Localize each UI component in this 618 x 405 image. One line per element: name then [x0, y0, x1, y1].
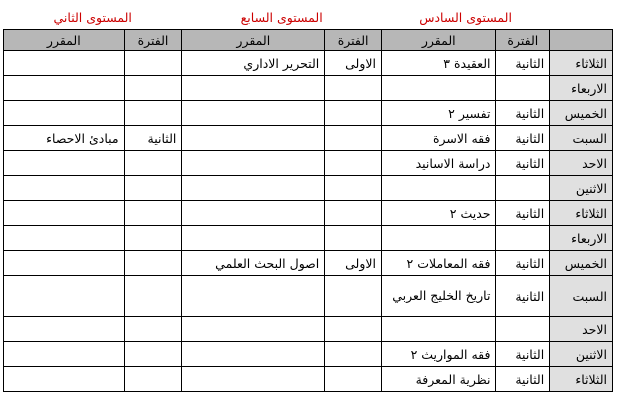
l7-period-cell [325, 101, 382, 126]
l6-period-cell: الثانية [496, 367, 550, 392]
l6-period-cell: الثانية [496, 276, 550, 317]
l2-period-cell [124, 276, 182, 317]
l6-course-cell [381, 76, 496, 101]
table-row [4, 317, 613, 342]
l6-period-cell: الثانية [496, 51, 550, 76]
level-sixth-title: المستوى السادس [381, 6, 549, 30]
l6-course-cell: فقه الاسرة [381, 126, 496, 151]
day-cell: الاحد [550, 151, 613, 176]
l7-course-cell: التحرير الاداري [182, 51, 325, 76]
table-row [4, 51, 613, 76]
day-cell: الخميس [550, 101, 613, 126]
l2-course-cell [4, 76, 125, 101]
l7-course-cell [182, 101, 325, 126]
l6-course-cell: حديث ٢ [381, 201, 496, 226]
l6-course-cell [381, 176, 496, 201]
l7-period-header: الفترة [325, 30, 382, 51]
l7-period-cell [325, 76, 382, 101]
l6-period-cell [496, 226, 550, 251]
table-row [4, 151, 613, 176]
l6-period-cell: الثانية [496, 342, 550, 367]
l7-course-cell [182, 276, 325, 317]
l6-period-cell [496, 317, 550, 342]
l7-period-cell [325, 151, 382, 176]
table-row [4, 76, 613, 101]
l7-course-cell [182, 76, 325, 101]
day-cell: السبت [550, 276, 613, 317]
l6-course-cell: نظرية المعرفة [381, 367, 496, 392]
l2-course-cell [4, 342, 125, 367]
l6-course-header: المقرر [381, 30, 496, 51]
day-cell: الثلاثاء [550, 367, 613, 392]
l6-course-cell: دراسة الاسانيد [381, 151, 496, 176]
l7-period-cell [325, 367, 382, 392]
table-row [4, 367, 613, 392]
l7-period-cell: الاولى [325, 251, 382, 276]
l7-course-cell [182, 126, 325, 151]
l2-period-cell [124, 151, 182, 176]
l2-course-cell [4, 201, 125, 226]
l7-course-cell [182, 226, 325, 251]
l7-period-cell: الاولى [325, 51, 382, 76]
l2-course-cell [4, 151, 125, 176]
day-cell: الثلاثاء [550, 201, 613, 226]
l7-period-cell [325, 126, 382, 151]
l7-course-header: المقرر [182, 30, 325, 51]
day-cell: الاثنين [550, 342, 613, 367]
l7-course-cell [182, 201, 325, 226]
l2-period-cell [124, 226, 182, 251]
table-row [4, 126, 613, 151]
table-row [4, 201, 613, 226]
l6-course-cell [381, 226, 496, 251]
l2-period-cell [124, 76, 182, 101]
l2-period-cell [124, 101, 182, 126]
l7-period-cell [325, 176, 382, 201]
l2-course-cell [4, 101, 125, 126]
l2-period-cell [124, 201, 182, 226]
day-cell: السبت [550, 126, 613, 151]
l6-period-cell: الثانية [496, 101, 550, 126]
l6-period-cell [496, 76, 550, 101]
l7-course-cell [182, 151, 325, 176]
l2-course-cell [4, 226, 125, 251]
l7-course-cell [182, 367, 325, 392]
day-cell: الاثنين [550, 176, 613, 201]
l6-course-cell [381, 317, 496, 342]
day-cell: الثلاثاء [550, 51, 613, 76]
column-header-row [4, 30, 613, 51]
l2-period-cell [124, 251, 182, 276]
table-row [4, 226, 613, 251]
l6-period-cell: الثانية [496, 251, 550, 276]
l7-course-cell [182, 176, 325, 201]
day-cell: الخميس [550, 251, 613, 276]
l7-course-cell [182, 317, 325, 342]
l7-period-cell [325, 276, 382, 317]
level-second-title: المستوى الثاني [4, 6, 182, 30]
l2-course-cell [4, 176, 125, 201]
l2-period-cell [124, 51, 182, 76]
table-row [4, 276, 613, 317]
l2-course-cell [4, 51, 125, 76]
table-row [4, 251, 613, 276]
level-header-row [4, 6, 613, 30]
level-corner-cell [550, 6, 613, 30]
table-row [4, 101, 613, 126]
l2-course-cell: مبادئ الاحصاء [4, 126, 125, 151]
l7-period-cell [325, 201, 382, 226]
l2-period-cell [124, 317, 182, 342]
l6-course-cell: تاريخ الخليج العربي [381, 276, 496, 317]
l7-period-cell [325, 317, 382, 342]
l2-course-cell [4, 317, 125, 342]
schedule-table [3, 6, 613, 392]
l2-course-cell [4, 367, 125, 392]
day-cell: الاحد [550, 317, 613, 342]
day-cell: الاربعاء [550, 76, 613, 101]
l2-period-cell: الثانية [124, 126, 182, 151]
table-row [4, 176, 613, 201]
l2-course-cell [4, 251, 125, 276]
l6-period-header: الفترة [496, 30, 550, 51]
l2-course-cell [4, 276, 125, 317]
l6-period-cell [496, 176, 550, 201]
day-cell: الاربعاء [550, 226, 613, 251]
l6-period-cell: الثانية [496, 151, 550, 176]
l6-period-cell: الثانية [496, 126, 550, 151]
l2-period-cell [124, 176, 182, 201]
l6-course-cell: تفسير ٢ [381, 101, 496, 126]
l7-course-cell: اصول البحث العلمي [182, 251, 325, 276]
l7-period-cell [325, 226, 382, 251]
l7-period-cell [325, 342, 382, 367]
l6-course-cell: فقه المواريث ٢ [381, 342, 496, 367]
l2-period-header: الفترة [124, 30, 182, 51]
l6-course-cell: فقه المعاملات ٢ [381, 251, 496, 276]
l2-period-cell [124, 342, 182, 367]
l6-course-cell: العقيدة ٣ [381, 51, 496, 76]
table-row [4, 342, 613, 367]
l6-period-cell: الثانية [496, 201, 550, 226]
l2-period-cell [124, 367, 182, 392]
day-header-cell [550, 30, 613, 51]
l7-course-cell [182, 342, 325, 367]
l2-course-header: المقرر [4, 30, 125, 51]
level-seventh-title: المستوى السابع [182, 6, 382, 30]
